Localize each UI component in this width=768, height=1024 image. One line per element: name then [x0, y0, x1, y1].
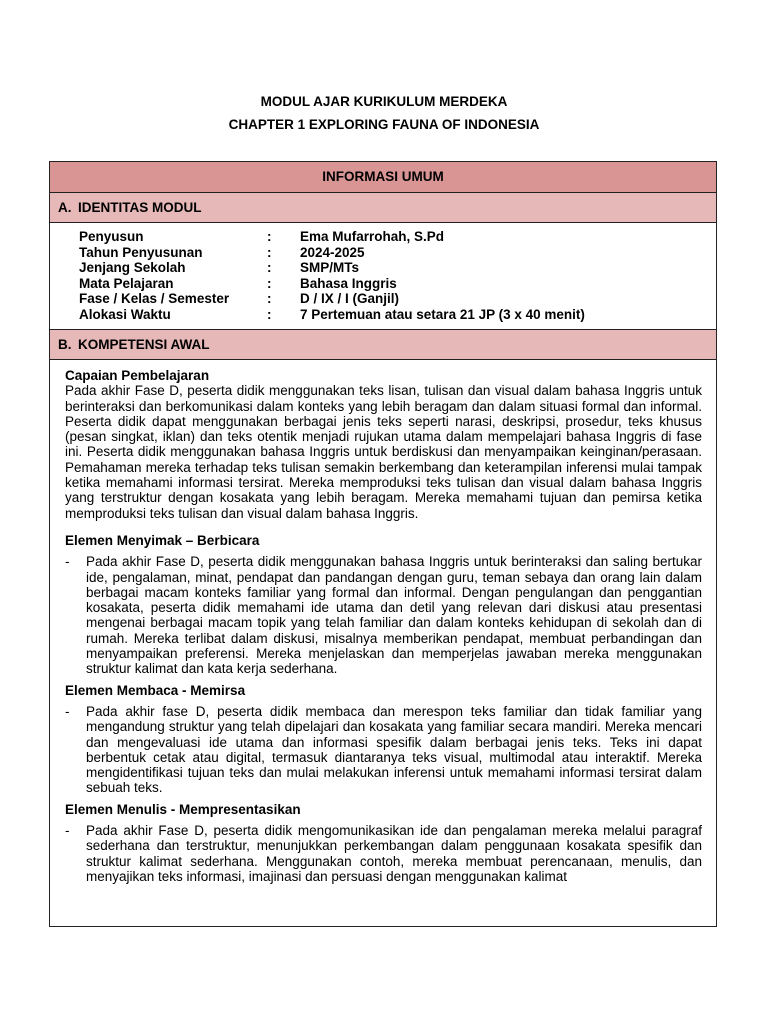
identity-value: SMP/MTs: [300, 260, 360, 275]
table-main-heading: INFORMASI UMUM: [50, 162, 716, 193]
identity-separator: :: [267, 306, 272, 322]
identity-key: Alokasi Waktu: [79, 306, 171, 322]
identity-separator: :: [267, 260, 272, 275]
bullet-dash: -: [65, 554, 70, 570]
element-title: Elemen Menyimak – Berbicara: [65, 532, 260, 548]
capaian-text: Pada akhir Fase D, peserta didik menggunakan teks lisan, tulisan dan visual dalam bahasa Inggris untuk berinteraksi dan berkomunikasi dalam konteks yang lebih beragam dan dalam situasi formal dan informal. Peserta didik dapat menggunakan berbagai jenis teks seperti narasi, deskripsi, prosedur, teks khusus (pesan singkat, iklan) dan teks otentik menjadi rujukan utama dalam mempelajari bahasa Inggris di fase ini. Peserta didik menggunakan bahasa Inggris untuk berdiskusi dan menyampaikan keinginan/perasaan. Pemahaman mereka terhadap teks tulisan semakin berkembang dan keterampilan inferensi mulai tampak ketika memahami informasi tersirat. Mereka memproduksi teks tulisan dan visual dalam bahasa Inggris yang terstruktur dengan kosakata yang lebih beragam. Mereka memahami tujuan dan pemirsa ketika memproduksi teks tulisan dan visual dalam bahasa Inggris.: [65, 383, 702, 521]
identity-key: Penyusun: [79, 229, 144, 244]
identity-row: [50, 260, 716, 276]
document-title: MODUL AJAR KURIKULUM MERDEKA: [260, 94, 508, 109]
identity-key: Fase / Kelas / Semester: [79, 291, 230, 306]
identity-row: [50, 229, 716, 245]
list-item: [65, 554, 702, 676]
identity-value: 7 Pertemuan atau setara 21 JP (3 x 40 menit): [300, 306, 585, 322]
document-subtitle: CHAPTER 1 EXPLORING FAUNA OF INDONESIA: [228, 117, 540, 132]
identity-separator: :: [267, 291, 272, 306]
list-item: [65, 704, 702, 796]
identity-separator: :: [267, 275, 272, 291]
element-text: Pada akhir Fase D, peserta didik menggunakan bahasa Inggris untuk berinteraksi dan saling bertukar ide, pengalaman, minat, pendapat dan pandangan dengan guru, teman sebaya dan orang lain dalam berbagai macam konteks familiar yang formal dan informal. Dengan pengulangan dan penggantian kosakata, peserta didik memahami ide utama dan detil yang relevan dari diskusi atau presentasi mengenai berbagai macam topik yang telah familiar dan dalam konteks kehidupan di sekolah dan di rumah. Mereka terlibat dalam diskusi, misalnya memberikan pendapat, membuat perbandingan dan menyampaikan preferensi. Mereka menjelaskan dan memperjelas jawaban mereka menggunakan struktur kalimat dan kata kerja sederhana.: [86, 554, 702, 677]
element-text: Pada akhir fase D, peserta didik membaca dan merespon teks familiar dan tidak familiar yang mengandung struktur yang telah dipelajari dan kosakata yang familiar secara mandiri. Mereka mencari dan mengevaluasi ide utama dan informasi spesifik dalam berbagai jenis teks. Teks ini dapat berbentuk cetak atau digital, termasuk diantaranya teks visual, multimodal atau interaktif. Mereka mengidentifikasi tujuan teks dan mulai melakukan inferensi untuk memahami informasi tersirat dalam sebuah teks.: [86, 703, 702, 796]
identity-block: [50, 223, 716, 330]
identity-separator: :: [267, 229, 272, 244]
section-b-number: B.: [58, 337, 72, 352]
list-item: [65, 823, 702, 884]
element-text: Pada akhir Fase D, peserta didik mengomunikasikan ide dan pengalaman mereka melalui paragraf sederhana dan terstruktur, menunjukkan perkembangan dalam penggunaan kosakata spesifik dan struktur kalimat sederhana. Menggunakan contoh, mereka membuat perencanaan, menulis, dan menyajikan teks informasi, imajinasi dan persuasi dengan menggunakan kalimat: [86, 823, 702, 884]
section-b-label: KOMPETENSI AWAL: [78, 337, 210, 352]
competency-content: [50, 360, 716, 884]
info-table: [49, 161, 717, 927]
identity-key: Mata Pelajaran: [79, 275, 174, 291]
identity-value: Bahasa Inggris: [300, 275, 397, 291]
element-title: Elemen Membaca - Memirsa: [65, 682, 246, 698]
bullet-dash: -: [65, 703, 70, 719]
identity-key: Tahun Penyusunan: [79, 244, 203, 260]
identity-value: Ema Mufarrohah, S.Pd: [300, 229, 445, 244]
bullet-dash: -: [65, 823, 70, 839]
element-title: Elemen Menulis - Mempresentasikan: [65, 801, 301, 817]
identity-row: [50, 245, 716, 261]
section-a-label: IDENTITAS MODUL: [78, 200, 202, 215]
capaian-title: Capaian Pembelajaran: [65, 368, 210, 383]
identity-value: 2024-2025: [300, 244, 365, 260]
section-a-heading: [50, 193, 716, 223]
identity-value: D / IX / I (Ganjil): [300, 291, 400, 306]
identity-row: [50, 307, 716, 323]
identity-key: Jenjang Sekolah: [79, 260, 186, 275]
identity-row: [50, 291, 716, 307]
identity-row: [50, 276, 716, 292]
section-b-heading: [50, 330, 716, 360]
section-a-number: A.: [58, 200, 72, 215]
identity-separator: :: [267, 244, 272, 260]
